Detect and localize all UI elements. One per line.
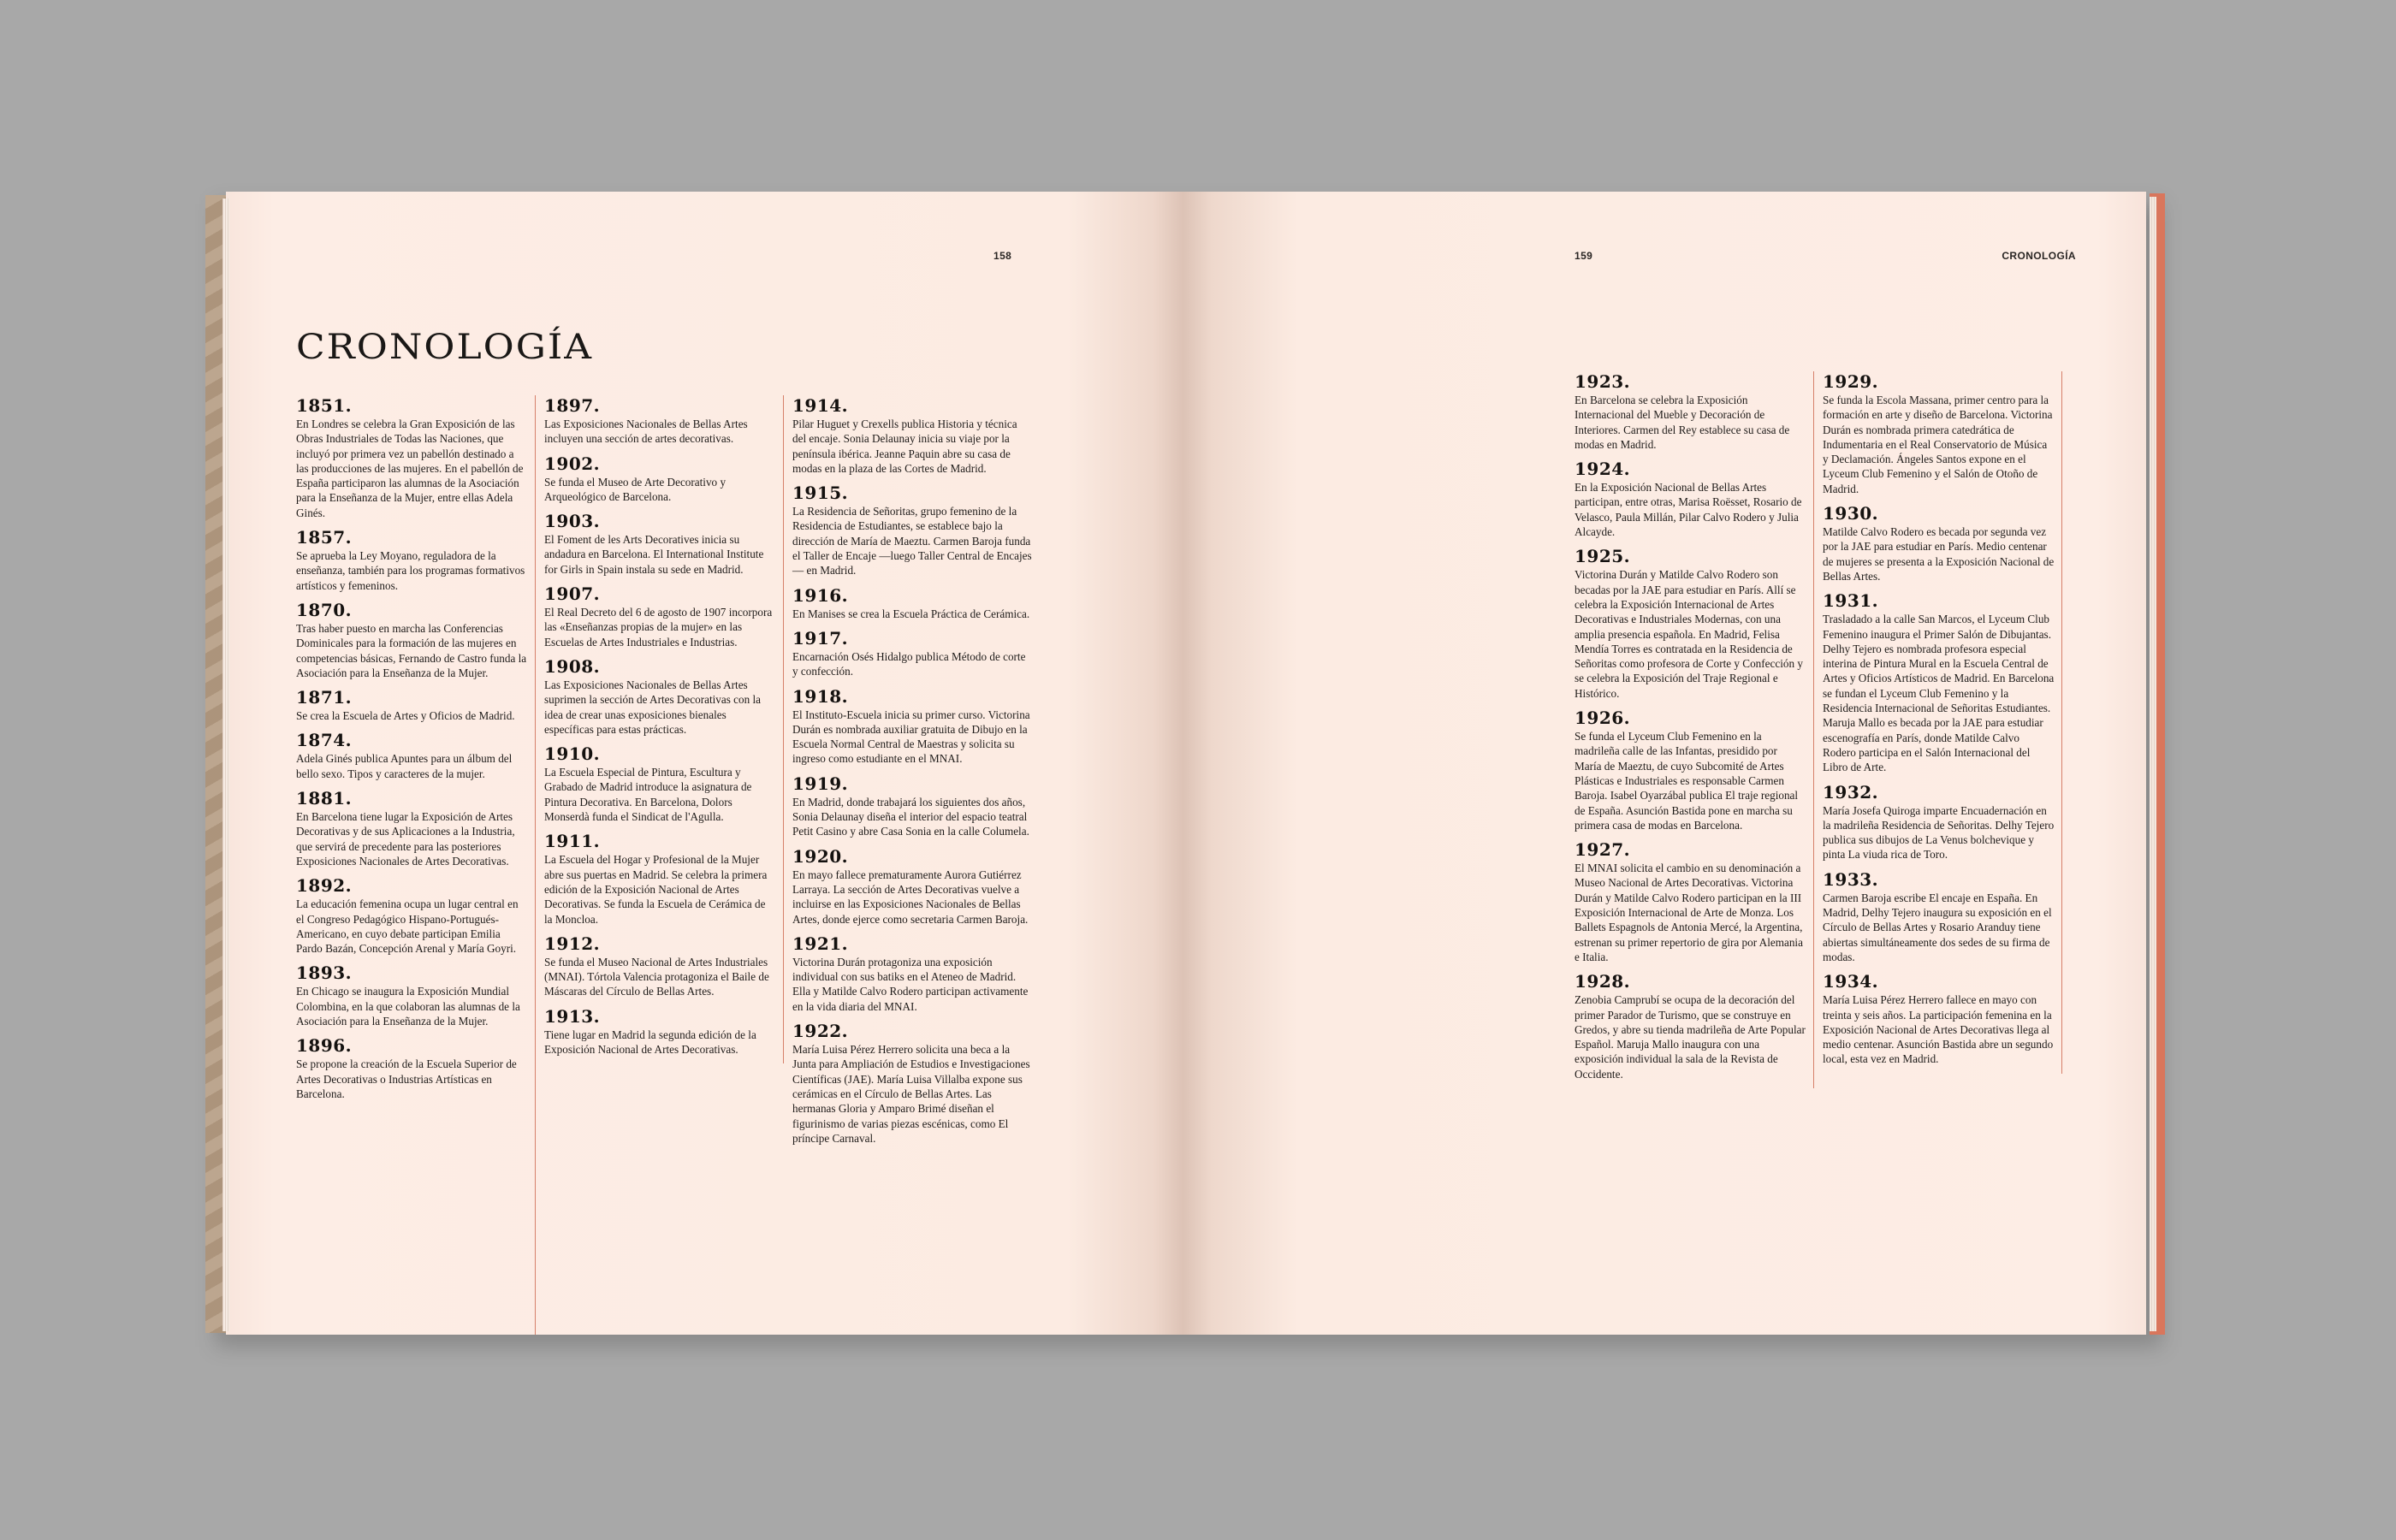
entry-year: 1929. (1823, 371, 1879, 392)
entry-text: La Escuela del Hogar y Profesional de la Mujer abre sus puertas en Madrid. Se celebra la primera edición de la Exposición Nacional de Artes Decorativas. Se funda la Escuela de Cerámica de la Moncloa. (544, 853, 768, 926)
entry-text: El MNAI solicita el cambio en su denominación a Museo Nacional de Artes Decorativas. Victorina Durán y Matilde Calvo Rodero participan en la III Exposición Internacional de Arte de Monza. Los Ballets Espagnols de Antonia Mercé, la Argentina, estrenan su primer repertorio de gira por Alemania e Italia. (1575, 862, 1803, 963)
timeline-entry (792, 628, 1032, 679)
timeline-entry (1823, 371, 2055, 496)
page-heading: CRONOLOGÍA (296, 327, 594, 367)
timeline-entry (544, 831, 776, 926)
entry-year: 1857. (296, 527, 353, 548)
right-page-number: 159 (1575, 250, 1593, 262)
entry-text: El Real Decreto del 6 de agosto de 1907 incorpora las «Enseñanzas propias de la mujer» en las Escuelas de Artes Industriales e Industrias. (544, 606, 773, 649)
entry-text: En mayo fallece prematuramente Aurora Gutiérrez Larraya. La sección de Artes Decorativas vuelve a incluirse en las Exposiciones Nacionales de Bellas Artes, donde ejerce como secretaria Carmen Baroja. (792, 868, 1029, 926)
entry-text: Se aprueba la Ley Moyano, reguladora de la enseñanza, también para los programas formativos artísticos y femeninos. (296, 549, 525, 592)
timeline-entry (544, 511, 776, 577)
entry-text: Se crea la Escuela de Artes y Oficios de Madrid. (296, 709, 515, 723)
right-column-2 (1823, 371, 2062, 1074)
entry-year: 1896. (296, 1035, 353, 1057)
left-column-1 (296, 395, 536, 1335)
entry-year: 1924. (1575, 459, 1631, 480)
entry-text: Las Exposiciones Nacionales de Bellas Artes suprimen la sección de Artes Decorativas con la idea de crear unas exposiciones bienales específicas para estas prácticas. (544, 678, 762, 736)
timeline-entry (544, 453, 776, 505)
entry-text: Matilde Calvo Rodero es becada por segunda vez por la JAE para estudiar en París. Medio centenar de mujeres se presenta a la Exposición Nacional de Bellas Artes. (1823, 525, 2055, 583)
entry-text: Adela Ginés publica Apuntes para un álbum del bello sexo. Tipos y caracteres de la mujer. (296, 752, 513, 780)
timeline-entry (296, 962, 528, 1028)
timeline-entry (792, 395, 1032, 476)
timeline-entry (296, 600, 528, 680)
entry-year: 1916. (792, 584, 849, 606)
entry-year: 1915. (792, 483, 849, 504)
entry-year: 1931. (1823, 590, 1879, 612)
entry-year: 1917. (792, 627, 849, 649)
timeline-entry (792, 483, 1032, 578)
entry-year: 1908. (544, 655, 601, 677)
right-column-1 (1575, 371, 1814, 1088)
timeline-entry (792, 773, 1032, 839)
entry-year: 1912. (544, 933, 601, 954)
entry-year: 1927. (1575, 839, 1631, 861)
timeline-entry (544, 583, 776, 649)
entry-text: María Luisa Pérez Herrero fallece en mayo con treinta y seis años. La participación femenina en la Exposición Nacional de Artes Decorativas llega al medio centenar. Asunción Bastida abre un segundo local, esta vez en Madrid. (1823, 993, 2054, 1066)
entry-text: María Josefa Quiroga imparte Encuadernación en la madrileña Residencia de Señoritas. Delhy Tejero publica sus dibujos de La Venus bolchevique y pinta La viuda rica de Toro. (1823, 803, 2055, 862)
entry-text: Se funda el Museo de Arte Decorativo y Arqueológico de Barcelona. (544, 475, 727, 503)
entry-text: En Chicago se inaugura la Exposición Mundial Colombina, en la que colaboran las alumnas de la Asociación para la Enseñanza de la Mujer. (296, 985, 520, 1028)
entry-year: 1928. (1575, 971, 1631, 992)
entry-text: Se funda el Lyceum Club Femenino en la madrileña calle de las Infantas, presidido por María de Maeztu, de cuyo Subcomité de Artes Plásticas e Industriales es responsable Carmen Baroja. Isabel Oyarzábal publica El traje regional de España. Asunción Bastida pone en marcha su primera casa de modas en Barcelona. (1575, 730, 1799, 832)
timeline-entry (1823, 782, 2055, 862)
timeline-entry (1575, 971, 1806, 1081)
timeline-entry (1575, 546, 1806, 701)
entry-text: La Residencia de Señoritas, grupo femenino de la Residencia de Estudiantes, se establece bajo la dirección de María de Maeztu. Carmen Baroja funda el Taller de Encaje —luego Taller Central de Encajes— en Madrid. (792, 505, 1032, 578)
page-edges-right (2150, 197, 2156, 1331)
timeline-entry (296, 875, 528, 956)
right-page (1183, 192, 2146, 1335)
entry-year: 1934. (1823, 971, 1879, 992)
entry-year: 1913. (544, 1005, 601, 1027)
entry-text: Tras haber puesto en marcha las Conferencias Dominicales para la formación de las mujeres en competencias básicas, Fernando de Castro funda la Asociación para la Enseñanza de la Mujer. (296, 621, 527, 679)
entry-year: 1871. (296, 687, 353, 708)
timeline-entry (296, 730, 528, 781)
entry-text: Las Exposiciones Nacionales de Bellas Artes incluyen una sección de artes decorativas. (544, 418, 748, 446)
timeline-entry (544, 656, 776, 737)
entry-text: En la Exposición Nacional de Bellas Artes participan, entre otras, Marisa Roësset, Rosario de Velasco, Paula Millán, Pilar Calvo Rodero y Julia Alcayde. (1575, 481, 1802, 539)
entry-year: 1892. (296, 875, 353, 897)
timeline-entry (296, 1035, 528, 1101)
entry-text: En Manises se crea la Escuela Práctica de Cerámica. (792, 607, 1030, 620)
timeline-entry (1575, 708, 1806, 832)
timeline-entry (1823, 503, 2055, 583)
timeline-entry (792, 846, 1032, 927)
entry-year: 1897. (544, 395, 601, 416)
entry-text: Pilar Huguet y Crexells publica Historia y técnica del encaje. Sonia Delaunay inicia su viaje por la península ibérica. Jeanne Paquin abre su casa de modas en la plaza de las Cortes de Madrid. (792, 418, 1017, 475)
entry-text: El Instituto-Escuela inicia su primer curso. Victorina Durán es nombrada auxiliar gratuita de Dibujo en la Escuela Normal Central de Maestras y solicita su ingreso como estudiante en el MNAI. (792, 708, 1030, 766)
timeline-entry (792, 933, 1032, 1014)
timeline-entry (296, 687, 528, 723)
entry-text: En Madrid, donde trabajará los siguientes dos años, Sonia Delaunay diseña el interior del espacio teatral Petit Casino y abre Casa Sonia en la calle Columela. (792, 795, 1029, 838)
entry-year: 1874. (296, 730, 353, 751)
entry-text: Victorina Durán protagoniza una exposición individual con sus batiks en el Ateneo de Madrid. Ella y Matilde Calvo Rodero participan activamente en la vida diaria del MNAI. (792, 955, 1029, 1013)
entry-text: María Luisa Pérez Herrero solicita una beca a la Junta para Ampliación de Estudios e Investigaciones Científicas (JAE). María Luisa Villalba expone sus cerámicas en el Círculo de Bellas Artes. Las hermanas Gloria y Amparo Brimé diseñan el figurinismo de varias piezas escénicas, como El príncipe Carnaval. (792, 1043, 1030, 1145)
entry-year: 1903. (544, 511, 601, 532)
entry-text: Carmen Baroja escribe El encaje en España. En Madrid, Delhy Tejero inaugura su exposición en el Círculo de Bellas Artes y Rosario Aranduy tiene abiertas simultáneamente dos sedes de su firma de modas. (1823, 891, 2052, 963)
entry-year: 1933. (1823, 868, 1879, 890)
timeline-entry (1823, 971, 2055, 1066)
timeline-entry (296, 527, 528, 593)
entry-text: Zenobia Camprubí se ocupa de la decoración del primer Parador de Turismo, que se construye en Gredos, y abre su tienda madrileña de Arte Popular Español. Maruja Mallo inaugura con una exposición individual la sala de la Revista de Occidente. (1575, 993, 1806, 1081)
entry-year: 1881. (296, 788, 353, 809)
entry-text: Se propone la creación de la Escuela Superior de Artes Decorativas o Industrias Artísticas en Barcelona. (296, 1057, 517, 1100)
left-page (226, 192, 1183, 1335)
left-column-2 (544, 395, 784, 1063)
entry-year: 1914. (792, 395, 849, 416)
entry-text: La educación femenina ocupa un lugar central en el Congreso Pedagógico Hispano-Portugués-Americano, en cuyo debate participan Emilia Pardo Bazán, Concepción Arenal y María Goyri. (296, 897, 519, 956)
timeline-entry (792, 1021, 1032, 1146)
entry-year: 1920. (792, 845, 849, 867)
timeline-entry (1575, 839, 1806, 964)
entry-text: En Barcelona se celebra la Exposición Internacional del Mueble y Decoración de Interiores. Carmen del Rey establece su casa de modas en Madrid. (1575, 394, 1790, 451)
left-page-number: 158 (993, 250, 1012, 262)
entry-year: 1907. (544, 583, 601, 605)
entry-year: 1921. (792, 933, 849, 954)
timeline-entry (544, 933, 776, 999)
entry-text: Se funda la Escola Massana, primer centro para la formación en arte y diseño de Barcelona. Victorina Durán es nombrada primera catedrática de Indumentaria en el Real Conservatorio de Música y Declamación. Ángeles Santos expone en el Lyceum Club Femenino y el Salón de Otoño de Madrid. (1823, 394, 2053, 495)
entry-text: Se funda el Museo Nacional de Artes Industriales (MNAI). Tórtola Valencia protagoniza el Baile de Máscaras del Círculo de Bellas Artes. (544, 955, 769, 998)
entry-year: 1893. (296, 962, 353, 984)
book-spread (211, 192, 2155, 1335)
timeline-entry (1575, 459, 1806, 539)
entry-year: 1923. (1575, 371, 1631, 392)
entry-text: Encarnación Osés Hidalgo publica Método de corte y confección. (792, 649, 1026, 678)
timeline-entry (544, 395, 776, 447)
entry-year: 1902. (544, 453, 601, 474)
entry-year: 1911. (544, 831, 601, 852)
entry-year: 1932. (1823, 781, 1879, 803)
entry-year: 1910. (544, 743, 601, 765)
entry-year: 1922. (792, 1021, 849, 1042)
timeline-entry (1575, 371, 1806, 452)
page-edges-left (222, 198, 229, 1331)
timeline-entry (792, 585, 1032, 621)
timeline-entry (296, 788, 528, 868)
entry-year: 1919. (792, 773, 849, 794)
timeline-entry (1823, 869, 2055, 964)
entry-year: 1926. (1575, 708, 1631, 729)
entry-text: En Londres se celebra la Gran Exposición de las Obras Industriales de Todas las Naciones, que incluyó por primera vez un pabellón destinado a las producciones de las mujeres. En el pabellón de España participaron las alumnas de la Asociación para la Enseñanza de la Mujer, entre ellas Adela Ginés. (296, 418, 524, 519)
entry-year: 1918. (792, 685, 849, 707)
timeline-entry (544, 743, 776, 824)
entry-text: En Barcelona tiene lugar la Exposición de Artes Decorativas y de sus Aplicaciones a la Industria, que servirá de precedente para las posteriores Exposiciones Nacionales de Artes Decorativas. (296, 810, 515, 868)
entry-text: La Escuela Especial de Pintura, Escultura y Grabado de Madrid introduce la asignatura de Pintura Decorativa. En Barcelona, Dolors Monserdà funda el Sindicat de l'Agulla. (544, 766, 752, 824)
left-column-3 (792, 395, 1032, 1152)
timeline-entry (1823, 590, 2055, 774)
timeline-entry (544, 1006, 776, 1057)
entry-text: Victorina Durán y Matilde Calvo Rodero son becadas por la JAE para estudiar en París. Allí se celebra la Exposición Internacional de Artes Decorativas e Industriales Modernas, con una amplia presencia española. En Madrid, Felisa Mendía Torres es contratada en la Residencia de Señoritas como profesora de Corte y Confección y se celebra la Exposición del Traje Regional e Histórico. (1575, 568, 1803, 700)
entry-year: 1851. (296, 395, 353, 416)
entry-year: 1870. (296, 599, 353, 620)
entry-text: Tiene lugar en Madrid la segunda edición de la Exposición Nacional de Artes Decorativas. (544, 1028, 756, 1057)
entry-text: Trasladado a la calle San Marcos, el Lyceum Club Femenino inaugura el Primer Salón de Dibujantas. Delhy Tejero es nombrada profesora especial interina de Pintura Mural en la Escuela Central de Artes y Oficios Artísticos de Madrid. En Barcelona se fundan el Lyceum Club Femenino y la Residencia Internacional de Señoritas Estudiantes. Maruja Mallo es becada por la JAE para estudiar escenografía en París, donde Matilde Calvo Rodero participa en el Salón Internacional del Libro de Arte. (1823, 613, 2055, 774)
timeline-entry (792, 686, 1032, 767)
entry-year: 1925. (1575, 546, 1631, 567)
entry-year: 1930. (1823, 503, 1879, 524)
timeline-entry (296, 395, 528, 520)
running-head: CRONOLOGÍA (2002, 250, 2076, 262)
entry-text: El Foment de les Arts Decoratives inicia su andadura en Barcelona. El International Institute for Girls in Spain instala su sede en Madrid. (544, 533, 764, 576)
